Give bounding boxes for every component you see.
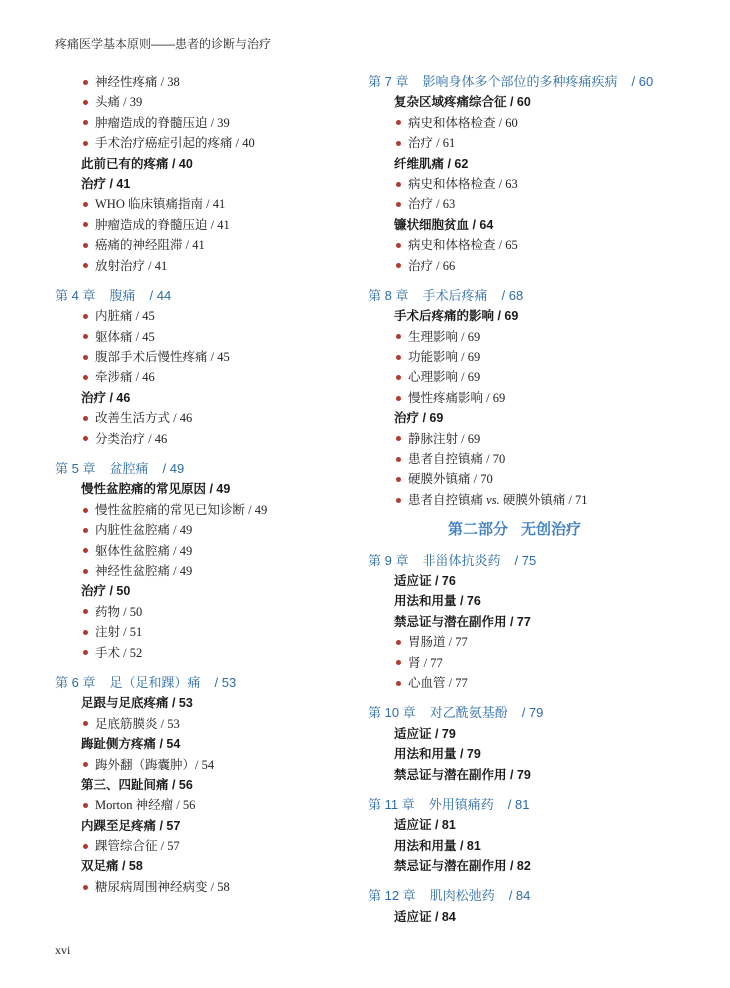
toc-bullet-text: 慢性盆腔痛的常见已知诊断 / 49 bbox=[95, 502, 268, 517]
toc-bullet-item bbox=[55, 367, 345, 387]
chapter-number: 第 6 章 bbox=[55, 674, 96, 690]
bullet-dot-icon bbox=[83, 569, 88, 574]
bullet-dot-icon bbox=[396, 660, 401, 665]
bullet-dot-icon bbox=[396, 263, 401, 268]
bullet-dot-icon bbox=[83, 508, 88, 513]
toc-bullet-item bbox=[368, 653, 680, 673]
toc-subheading: 复杂区域疼痛综合征 / 60 bbox=[394, 95, 531, 110]
toc-bullet-text: 功能影响 / 69 bbox=[408, 350, 481, 365]
toc-bullet-text: 病史和体格检查 / 63 bbox=[408, 176, 518, 191]
toc-bullet-text: 足底筋膜炎 / 53 bbox=[95, 716, 180, 731]
chapter-number: 第 11 章 bbox=[368, 796, 415, 812]
toc-bullet-item bbox=[55, 500, 345, 520]
toc-bullet-item bbox=[368, 449, 680, 469]
bullet-dot-icon bbox=[396, 640, 401, 645]
toc-subheading: 用法和用量 / 76 bbox=[394, 594, 481, 609]
bullet-dot-icon bbox=[83, 548, 88, 553]
bullet-dot-icon bbox=[83, 762, 88, 767]
bullet-dot-icon bbox=[83, 528, 88, 533]
bullet-dot-icon bbox=[396, 355, 401, 360]
toc-bullet-text: 治疗 / 66 bbox=[408, 258, 456, 273]
toc-bullet-item bbox=[55, 561, 345, 581]
bullet-dot-icon bbox=[396, 477, 401, 482]
toc-subheading: 禁忌证与潜在副作用 / 77 bbox=[394, 614, 531, 629]
chapter-title: 盆腔痛 bbox=[109, 461, 149, 477]
toc-bullet-item bbox=[55, 133, 345, 153]
toc-bullet-text: 肿瘤造成的脊髓压迫 / 41 bbox=[95, 217, 230, 232]
toc-bullet-text: 慢性疼痛影响 / 69 bbox=[408, 390, 506, 405]
toc-bullet-italic-text: vs. bbox=[486, 492, 500, 507]
chapter-heading bbox=[368, 703, 680, 723]
toc-subheading: 禁忌证与潜在副作用 / 79 bbox=[394, 767, 531, 782]
toc-bullet-item bbox=[368, 194, 680, 214]
toc-bullet-item bbox=[368, 256, 680, 276]
chapter-title: 足（足和踝）痛 bbox=[109, 674, 201, 690]
toc-bullet-text: 躯体性盆腔痛 / 49 bbox=[95, 543, 193, 558]
bullet-dot-icon bbox=[396, 375, 401, 380]
chapter-heading bbox=[55, 673, 345, 693]
page-number: xvi bbox=[55, 943, 71, 957]
toc-bullet-item bbox=[368, 632, 680, 652]
toc-subheading: 治疗 / 41 bbox=[81, 176, 131, 191]
part-heading bbox=[368, 520, 680, 540]
bullet-dot-icon bbox=[83, 803, 88, 808]
toc-bullet-text: 注射 / 51 bbox=[95, 625, 143, 640]
bullet-dot-icon bbox=[396, 243, 401, 248]
chapter-page-number: / 68 bbox=[501, 287, 524, 303]
chapter-title: 对乙酰氨基酚 bbox=[429, 705, 508, 721]
chapter-number: 第 12 章 bbox=[368, 888, 416, 904]
chapter-page-number: / 53 bbox=[214, 674, 237, 690]
bullet-dot-icon bbox=[83, 355, 88, 360]
toc-bullet-text: 手术治疗癌症引起的疼痛 / 40 bbox=[95, 136, 255, 151]
bullet-dot-icon bbox=[83, 630, 88, 635]
toc-bullet-item bbox=[55, 194, 345, 214]
bullet-dot-icon bbox=[396, 436, 401, 441]
toc-subheading: 用法和用量 / 81 bbox=[394, 838, 481, 853]
chapter-number: 第 8 章 bbox=[368, 287, 409, 303]
part-title: 无创治疗 bbox=[521, 522, 582, 539]
bullet-dot-icon bbox=[83, 650, 88, 655]
toc-bullet-text: WHO 临床镇痛指南 / 41 bbox=[95, 197, 226, 212]
bullet-dot-icon bbox=[396, 396, 401, 401]
toc-bullet-text: 硬膜外镇痛 / 70 bbox=[408, 472, 493, 487]
bullet-dot-icon bbox=[396, 202, 401, 207]
toc-subheading: 适应证 / 79 bbox=[394, 726, 456, 741]
toc-subheading: 内踝至足疼痛 / 57 bbox=[81, 818, 181, 833]
toc-subheading: 适应证 / 76 bbox=[394, 573, 456, 588]
chapter-heading bbox=[368, 72, 680, 92]
chapter-title: 非甾体抗炎药 bbox=[422, 552, 501, 568]
bullet-dot-icon bbox=[396, 141, 401, 146]
bullet-dot-icon bbox=[396, 681, 401, 686]
bullet-dot-icon bbox=[83, 100, 88, 105]
toc-subheading: 治疗 / 69 bbox=[394, 411, 444, 426]
toc-bullet-item bbox=[368, 429, 680, 449]
toc-left-column bbox=[55, 72, 345, 897]
chapter-page-number: / 44 bbox=[149, 287, 172, 303]
toc-subheading: 慢性盆腔痛的常见原因 / 49 bbox=[81, 482, 231, 497]
chapter-title: 肌肉松弛药 bbox=[429, 888, 495, 904]
chapter-title: 影响身体多个部位的多种疼痛疾病 bbox=[422, 74, 618, 89]
toc-bullet-text: 放射治疗 / 41 bbox=[95, 258, 168, 273]
toc-bullet-item bbox=[55, 327, 345, 347]
toc-bullet-item bbox=[55, 72, 345, 92]
toc-subheading: 适应证 / 84 bbox=[394, 909, 456, 924]
bullet-dot-icon bbox=[83, 314, 88, 319]
toc-bullet-item bbox=[368, 388, 680, 408]
chapter-heading bbox=[368, 886, 680, 906]
toc-bullet-item bbox=[55, 347, 345, 367]
toc-bullet-item bbox=[368, 673, 680, 693]
toc-bullet-text: 心理影响 / 69 bbox=[408, 370, 481, 385]
chapter-page-number: / 60 bbox=[631, 74, 654, 89]
toc-bullet-item bbox=[55, 429, 345, 449]
toc-bullet-text: 牵涉痛 / 46 bbox=[95, 370, 155, 385]
toc-bullet-text: 神经性盆腔痛 / 49 bbox=[95, 563, 193, 578]
toc-bullet-item bbox=[368, 490, 680, 510]
part-label: 第二部分 bbox=[448, 522, 509, 539]
toc-bullet-item bbox=[55, 306, 345, 326]
toc-bullet-item bbox=[55, 541, 345, 561]
toc-subheading: 适应证 / 81 bbox=[394, 818, 456, 833]
toc-bullet-text: 生理影响 / 69 bbox=[408, 329, 481, 344]
toc-subheading: 踇趾侧方疼痛 / 54 bbox=[81, 737, 181, 752]
toc-bullet-text: 手术 / 52 bbox=[95, 645, 143, 660]
chapter-title: 外用镇痛药 bbox=[428, 796, 494, 812]
toc-bullet-item bbox=[55, 795, 345, 815]
toc-subheading: 双足痛 / 58 bbox=[81, 859, 143, 874]
toc-bullet-item bbox=[368, 174, 680, 194]
chapter-number: 第 9 章 bbox=[368, 552, 409, 568]
toc-bullet-text: 分类治疗 / 46 bbox=[95, 431, 168, 446]
running-head: 疼痛医学基本原则——患者的诊断与治疗 bbox=[55, 37, 272, 51]
toc-bullet-item bbox=[55, 622, 345, 642]
toc-bullet-text: 癌痛的神经阻滞 / 41 bbox=[95, 238, 205, 253]
bullet-dot-icon bbox=[83, 375, 88, 380]
toc-subheading: 治疗 / 46 bbox=[81, 390, 131, 405]
bullet-dot-icon bbox=[396, 457, 401, 462]
toc-bullet-text: 肿瘤造成的脊髓压迫 / 39 bbox=[95, 115, 230, 130]
chapter-heading bbox=[55, 286, 345, 306]
chapter-page-number: / 84 bbox=[508, 888, 531, 904]
toc-bullet-text: 腹部手术后慢性疼痛 / 45 bbox=[95, 350, 230, 365]
bullet-dot-icon bbox=[396, 120, 401, 125]
chapter-page-number: / 75 bbox=[514, 552, 537, 568]
bullet-dot-icon bbox=[83, 334, 88, 339]
toc-subheading: 用法和用量 / 79 bbox=[394, 747, 481, 762]
toc-bullet-item bbox=[368, 327, 680, 347]
bullet-dot-icon bbox=[396, 182, 401, 187]
bullet-dot-icon bbox=[83, 263, 88, 268]
bullet-dot-icon bbox=[83, 141, 88, 146]
toc-bullet-text: Morton 神经瘤 / 56 bbox=[95, 798, 196, 813]
bullet-dot-icon bbox=[396, 334, 401, 339]
toc-bullet-text: 头痛 / 39 bbox=[95, 95, 143, 110]
toc-bullet-text: 内脏痛 / 45 bbox=[95, 309, 155, 324]
chapter-number: 第 10 章 bbox=[368, 705, 416, 721]
toc-bullet-item bbox=[55, 408, 345, 428]
toc-subheading: 足跟与足底疼痛 / 53 bbox=[81, 696, 193, 711]
bullet-dot-icon bbox=[83, 80, 88, 85]
toc-bullet-text: 内脏性盆腔痛 / 49 bbox=[95, 523, 193, 538]
toc-bullet-item bbox=[55, 92, 345, 112]
toc-bullet-text: 胃肠道 / 77 bbox=[408, 635, 468, 650]
bullet-dot-icon bbox=[83, 885, 88, 890]
chapter-heading bbox=[368, 795, 680, 815]
toc-bullet-item bbox=[55, 643, 345, 663]
toc-bullet-item bbox=[55, 215, 345, 235]
bullet-dot-icon bbox=[83, 222, 88, 227]
toc-bullet-item bbox=[368, 235, 680, 255]
toc-bullet-text: 病史和体格检查 / 60 bbox=[408, 115, 518, 130]
toc-bullet-item bbox=[368, 133, 680, 153]
toc-bullet-item bbox=[55, 235, 345, 255]
toc-right-column bbox=[368, 72, 680, 927]
toc-subheading: 第三、四趾间痛 / 56 bbox=[81, 777, 193, 792]
chapter-number: 第 4 章 bbox=[55, 287, 96, 303]
toc-bullet-item bbox=[55, 755, 345, 775]
bullet-dot-icon bbox=[396, 498, 401, 503]
toc-bullet-item bbox=[55, 877, 345, 897]
chapter-title: 手术后疼痛 bbox=[422, 287, 488, 303]
toc-bullet-text: 踇外翻（踇囊肿）/ 54 bbox=[95, 757, 215, 772]
bullet-dot-icon bbox=[83, 436, 88, 441]
chapter-page-number: / 81 bbox=[507, 796, 530, 812]
toc-bullet-text: 治疗 / 63 bbox=[408, 197, 456, 212]
bullet-dot-icon bbox=[83, 120, 88, 125]
toc-bullet-item bbox=[368, 367, 680, 387]
chapter-heading bbox=[55, 459, 345, 479]
toc-bullet-text: 患者自控镇痛 bbox=[408, 492, 487, 507]
toc-bullet-text: 糖尿病周围神经病变 / 58 bbox=[95, 879, 230, 894]
bullet-dot-icon bbox=[83, 609, 88, 614]
toc-bullet-item bbox=[55, 836, 345, 856]
toc-bullet-text: 改善生活方式 / 46 bbox=[95, 411, 193, 426]
bullet-dot-icon bbox=[83, 844, 88, 849]
toc-subheading: 治疗 / 50 bbox=[81, 584, 131, 599]
chapter-title: 腹痛 bbox=[109, 287, 136, 303]
bullet-dot-icon bbox=[83, 202, 88, 207]
chapter-heading bbox=[368, 551, 680, 571]
chapter-heading bbox=[368, 286, 680, 306]
toc-subheading: 手术后疼痛的影响 / 69 bbox=[394, 309, 519, 324]
toc-bullet-text: 药物 / 50 bbox=[95, 604, 143, 619]
toc-bullet-item bbox=[55, 256, 345, 276]
toc-bullet-text: 心血管 / 77 bbox=[408, 675, 468, 690]
toc-bullet-text: 治疗 / 61 bbox=[408, 136, 456, 151]
toc-subheading: 纤维肌痛 / 62 bbox=[394, 156, 469, 171]
toc-bullet-text: 病史和体格检查 / 65 bbox=[408, 238, 518, 253]
toc-subheading: 此前已有的疼痛 / 40 bbox=[81, 156, 193, 171]
toc-bullet-item bbox=[368, 347, 680, 367]
toc-bullet-text: 躯体痛 / 45 bbox=[95, 329, 155, 344]
bullet-dot-icon bbox=[83, 243, 88, 248]
toc-subheading: 镰状细胞贫血 / 64 bbox=[394, 217, 494, 232]
toc-subheading: 禁忌证与潜在副作用 / 82 bbox=[394, 859, 531, 874]
toc-bullet-text: 静脉注射 / 69 bbox=[408, 431, 481, 446]
toc-bullet-item bbox=[55, 602, 345, 622]
toc-bullet-item bbox=[55, 714, 345, 734]
toc-bullet-text: 神经性疼痛 / 38 bbox=[95, 75, 180, 89]
toc-bullet-item bbox=[368, 113, 680, 133]
toc-bullet-text: 患者自控镇痛 / 70 bbox=[408, 452, 506, 467]
chapter-number: 第 7 章 bbox=[368, 74, 409, 89]
bullet-dot-icon bbox=[83, 416, 88, 421]
chapter-page-number: / 49 bbox=[162, 461, 185, 477]
toc-bullet-item bbox=[55, 520, 345, 540]
toc-bullet-item bbox=[55, 113, 345, 133]
toc-bullet-text: 踝管综合征 / 57 bbox=[95, 839, 180, 854]
toc-bullet-text: 肾 / 77 bbox=[408, 655, 443, 670]
bullet-dot-icon bbox=[83, 721, 88, 726]
chapter-page-number: / 79 bbox=[521, 705, 544, 721]
toc-bullet-item bbox=[368, 469, 680, 489]
chapter-number: 第 5 章 bbox=[55, 461, 96, 477]
toc-bullet-text: 硬膜外镇痛 / 71 bbox=[499, 492, 588, 507]
